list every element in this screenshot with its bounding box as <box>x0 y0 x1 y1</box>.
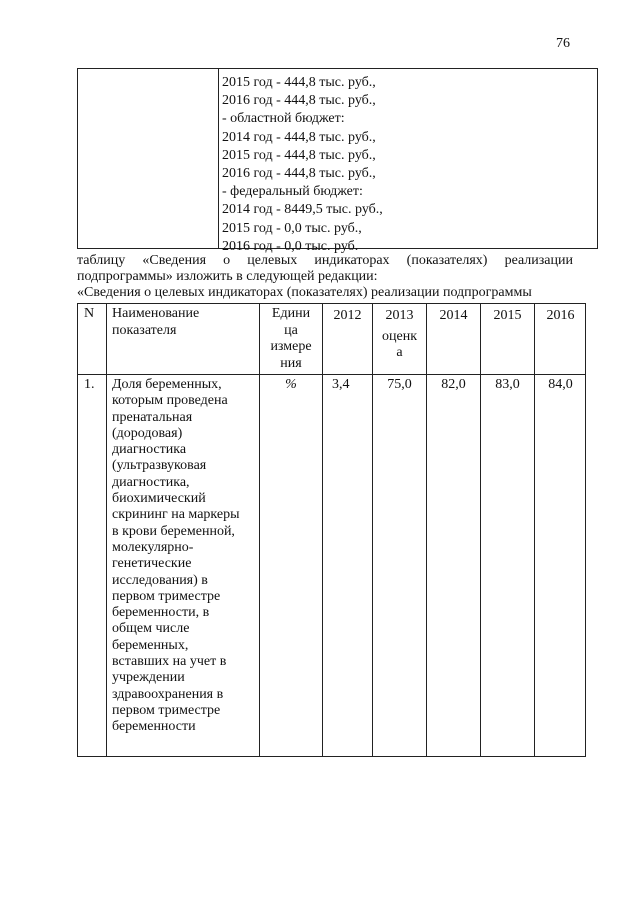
column-border <box>426 304 427 756</box>
header-unit-line: ца <box>284 322 298 338</box>
header-unit-line: Едини <box>271 306 311 321</box>
description-line: генетические <box>112 556 192 572</box>
description-line: в крови беременной, <box>112 523 235 539</box>
funding-line: 2014 год - 444,8 тыс. руб., <box>222 129 376 145</box>
description-line: Доля беременных, <box>112 377 222 392</box>
indicators-table <box>77 303 586 757</box>
description-line: молекулярно- <box>112 539 194 555</box>
value-2013: 75,0 <box>387 377 412 392</box>
header-2015: 2015 <box>493 308 522 323</box>
header-unit-line: ния <box>280 355 302 371</box>
column-border <box>480 304 481 756</box>
funding-line: - областной бюджет: <box>222 111 345 127</box>
description-line: диагностика, <box>112 474 190 490</box>
row-num: 1. <box>84 377 95 392</box>
description-line: биохимический <box>112 491 206 507</box>
header-unit <box>260 306 322 372</box>
funding-table-divider <box>218 69 219 248</box>
header-2013-note: оценк <box>382 328 417 344</box>
description-line: общем числе <box>112 621 190 637</box>
funding-line: 2016 год - 0,0 тыс. руб. <box>222 238 359 254</box>
header-name-line: Наименование <box>112 306 200 321</box>
header-2013-note: а <box>396 345 403 360</box>
funding-table <box>77 68 598 254</box>
paragraph-line-3: «Сведения о целевых индикаторах (показателях) реализации подпрограммы <box>77 285 532 300</box>
paragraph-line-2: подпрограммы» изложить в следующей редакции: <box>77 269 378 284</box>
description-line: первом триместре <box>112 588 221 604</box>
description-line: исследования) в <box>112 572 208 588</box>
header-2014: 2014 <box>439 308 468 323</box>
description-line: которым проведена <box>112 393 228 409</box>
funding-line: - федеральный бюджет: <box>222 184 363 200</box>
description-line: (дородовая) <box>112 425 183 441</box>
description-line: беременных, <box>112 637 189 653</box>
header-name-line: показателя <box>112 322 177 338</box>
funding-line: 2015 год - 0,0 тыс. руб., <box>222 220 362 236</box>
value-2014: 82,0 <box>441 377 466 392</box>
description-line: беременности <box>112 719 196 735</box>
funding-line: 2015 год - 444,8 тыс. руб., <box>222 147 376 163</box>
value-2016: 84,0 <box>548 377 573 392</box>
description-line: (ультразвуковая <box>112 458 207 474</box>
header-unit-line: измере <box>270 339 312 354</box>
funding-line: 2016 год - 444,8 тыс. руб., <box>222 166 376 182</box>
funding-lines <box>222 74 383 256</box>
column-border <box>372 304 373 756</box>
header-name <box>112 306 199 339</box>
value-2015: 83,0 <box>495 377 520 392</box>
header-num: N <box>84 306 95 321</box>
paragraph-line-1: таблицу «Сведения о целевых индикаторах (показателях) реализации <box>77 253 573 268</box>
header-2016: 2016 <box>546 308 575 323</box>
indicator-description <box>112 377 239 736</box>
page-number: 76 <box>556 36 570 51</box>
description-line: вставших на учет в <box>112 654 227 670</box>
header-2013 <box>373 308 426 362</box>
column-border <box>534 304 535 756</box>
row-unit: % <box>285 377 297 392</box>
description-line: пренатальная <box>112 409 193 425</box>
header-2012: 2012 <box>333 308 362 323</box>
description-line: диагностика <box>112 442 187 458</box>
column-border <box>322 304 323 756</box>
header-2013-year: 2013 <box>385 308 414 323</box>
description-line: первом триместре <box>112 702 221 718</box>
value-2012: 3,4 <box>332 377 350 392</box>
description-line: здравоохранения в <box>112 686 224 702</box>
description-line: учреждении <box>112 670 185 686</box>
description-line: беременности, в <box>112 605 210 621</box>
description-line: скрининг на маркеры <box>112 507 240 523</box>
row-border <box>78 374 585 375</box>
column-border <box>106 304 107 756</box>
funding-line: 2015 год - 444,8 тыс. руб., <box>222 75 376 90</box>
funding-line: 2016 год - 444,8 тыс. руб., <box>222 93 376 109</box>
funding-line: 2014 год - 8449,5 тыс. руб., <box>222 202 383 218</box>
